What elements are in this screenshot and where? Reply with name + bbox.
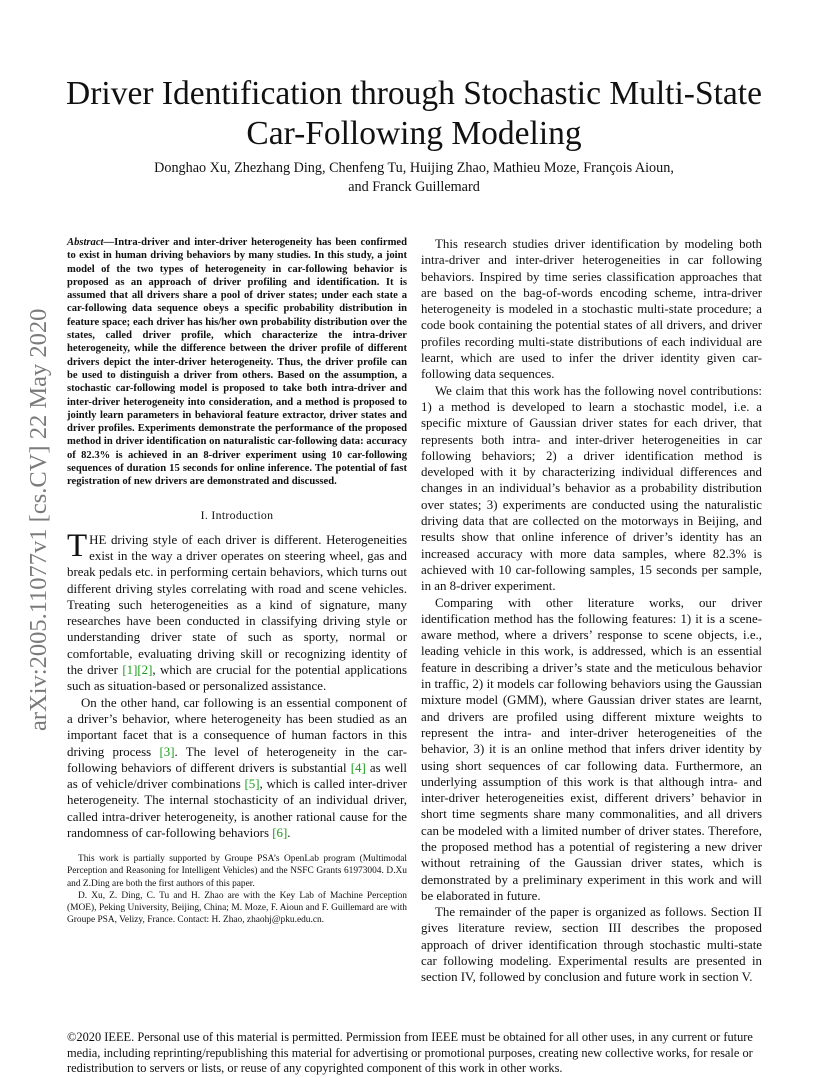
arxiv-identifier: arXiv:2005.11077v1 [cs.CV] 22 May 2020 — [25, 308, 52, 732]
intro-text: HE driving style of each driver is different. Heterogeneities exist in the way a driver operates on steering wheel, gas and break pedals etc. in performing certain behaviors, which turns out different driving styles correlating with road and scene vehicles. Treating such heterogeneities as a kind of signature, many researches have been conducted in classifying driving style or understanding driver state of such as sporty, normal or comfortable, evaluating driving skill or recognizing identity of the driver — [67, 532, 407, 678]
title-line: Car-Following Modeling — [246, 115, 582, 152]
intro-text: , which is called inter-driver heterogeneity. The internal stochasticity of an individual driver, called intra-driver heterogeneity, is another rational cause for the randomness of car-following behaviors — [67, 777, 407, 840]
abstract-label: Abstract — [67, 237, 104, 248]
drop-cap: T — [67, 527, 88, 564]
abstract-text: —Intra-driver and inter-driver heterogeneity has been confirmed to exist in human driving behaviors by many studies. In this study, a joint model of the two types of heterogeneity in car-following behavior is proposed as an approach of driver profiling and identification. It is assumed that all drivers share a pool of driver states; under each state a car-following data sequence obeys a specific probability distribution in feature space; each driver has his/her own probability distribution over the states, called driver profile, which characterize the intra-driver heterogeneity, while the difference between the driver profile of different drivers depict the inter-driver heterogeneity. Thus, the driver profile can be used to distinguish a driver from others. Based on the assumption, a stochastic car-following model is proposed to take both intra-driver and inter-driver heterogeneity into consideration, and a method is proposed to jointly learn parameters in behavioral feature extractor, driver states and driver profiles. Experiments demonstrate the performance of the proposed method in driver identification on naturalistic car-following data: accuracy of 82.3% is achieved in an 8-driver experiment using 10 car-following sequences of duration 15 seconds for online inference. The potential of fast registration of new drivers are demonstrated and discussed. — [67, 237, 407, 488]
footnote-funding: This work is partially supported by Groupe PSA’s OpenLab program (Multimodal Perception and Reasoning for Intelligent Vehicles) and the NSFC Grants 61973004. D.Xu and Z.Ding are both the first authors of this paper. — [67, 854, 407, 889]
paper-title — [60, 74, 768, 154]
footnote — [67, 853, 407, 926]
author-line: Donghao Xu, Zhezhang Ding, Chenfeng Tu, Huijing Zhao, Mathieu Moze, François Aioun, — [154, 160, 674, 176]
intro-paragraph-2 — [67, 695, 407, 842]
intro-text: as well as of vehicle/driver combinations — [67, 760, 407, 792]
section-heading-introduction: I. Introduction — [200, 507, 274, 522]
copyright-notice: ©2020 IEEE. Personal use of this material is permitted. Permission from IEEE must be obtained for all other uses, in any current or future media, including reprinting/republishing this material for advertising or promotional purposes, creating new collective works, for resale or redistribution to servers or lists, or reuse of any copyrighted component of this work in other works. — [67, 1030, 753, 1076]
body-paragraph: Comparing with other literature works, our driver identification method has the following features: 1) it is a scene-aware method, where a drivers’ response to scene objects, i.e., leading vehicle in this work, is addressed, which is an essential feature in describing a driver’s state and the meticulous behavior in traffic, 2) it models car following behaviors using the Gaussian mixture model (GMM), where Gaussian driver states are learnt, and drivers are profiled using different mixture weights to represent the intra- and inter-driver heterogeneities of the behavior, 3) it is an online method that infers driver identity by using short sequences of car following data. Furthermore, an underlying assumption of this work is that although intra- and inter-driver heterogeneities exist, different drivers’ behavior in short time segments share many commonalities, and all drivers can be modeled with a limited number of driver states. Therefore, the proposed method has a potential of registering a new driver without retraining of the Gaussian driver states, which is demonstrated by a preliminary experiment in this work and will be elaborated in future. — [421, 595, 762, 903]
citation-link[interactable]: [4] — [350, 760, 366, 775]
intro-text: . The level of heterogeneity in the car-following behaviors of different drivers is substantial — [67, 744, 407, 775]
citation-link[interactable]: [3] — [159, 744, 175, 759]
citation-link[interactable]: [2] — [137, 663, 153, 678]
citation-link[interactable]: [1] — [122, 663, 138, 678]
citation-link[interactable]: [5] — [244, 777, 260, 792]
abstract — [67, 236, 407, 489]
intro-text: , which are crucial for the potential applications such as situation-based or personalized assistance. — [67, 663, 407, 694]
left-column — [67, 236, 407, 927]
author-list — [90, 159, 738, 197]
intro-text: . — [287, 825, 291, 840]
right-column — [421, 236, 762, 986]
body-paragraph: We claim that this work has the following novel contributions: 1) a method is developed to learn a stochastic model, i.e. a specific mixture of Gaussian driver states for each driver, that represents both intra- and inter-driver heterogeneities in car following behaviors; 2) a driver identification method is developed with it by characterizing individual differences and changes in an individual’s behavior as a probability distribution over states; 3) experiments are conducted using the naturalistic driving data that are collected on the motorways in Beijing, and results show that online inference of driver’s identity has an increased accuracy with more data samples, where 82.3% is achieved with 10 car-following samples, 15 seconds per sample, in an 8-driver experiment. — [421, 383, 762, 594]
intro-paragraph-1 — [67, 527, 407, 695]
author-line: and Franck Guillemard — [348, 179, 480, 195]
intro-text: On the other hand, car following is an essential component of a driver’s behavior, where heterogeneity has been studied as an important facet that is a consequence of human factors in this driving process — [67, 695, 407, 759]
title-line: Driver Identification through Stochastic Multi-State — [66, 75, 762, 112]
body-paragraph: This research studies driver identification by modeling both intra-driver and inter-driver heterogeneities in car following behaviors. Inspired by time series classification approaches that are based on the bag-of-words encoding scheme, intra-driver heterogeneity is modeled in a stochastic multi-state procedure; a code book containing the potential states of all drivers, and driver profiles recording multi-state distributions of each individual are learnt, which are used to infer the driver identity given car-following data sequences. — [421, 237, 762, 382]
citation-link[interactable]: [6] — [272, 825, 288, 840]
body-paragraph: The remainder of the paper is organized as follows. Section II gives literature review, section III describes the proposed approach of driver identification through stochastic multi-state car following modeling. Experimental results are presented in section IV, followed by conclusion and future work in section V. — [421, 905, 762, 985]
footnote-affiliations: D. Xu, Z. Ding, C. Tu and H. Zhao are with the Key Lab of Machine Perception (MOE), Peking University, Beijing, China; M. Moze, F. Aioun and F. Guillemard are with Groupe PSA, Velizy, France. Contact: H. Zhao, zhaohj@pku.edu.cn. — [67, 890, 407, 926]
